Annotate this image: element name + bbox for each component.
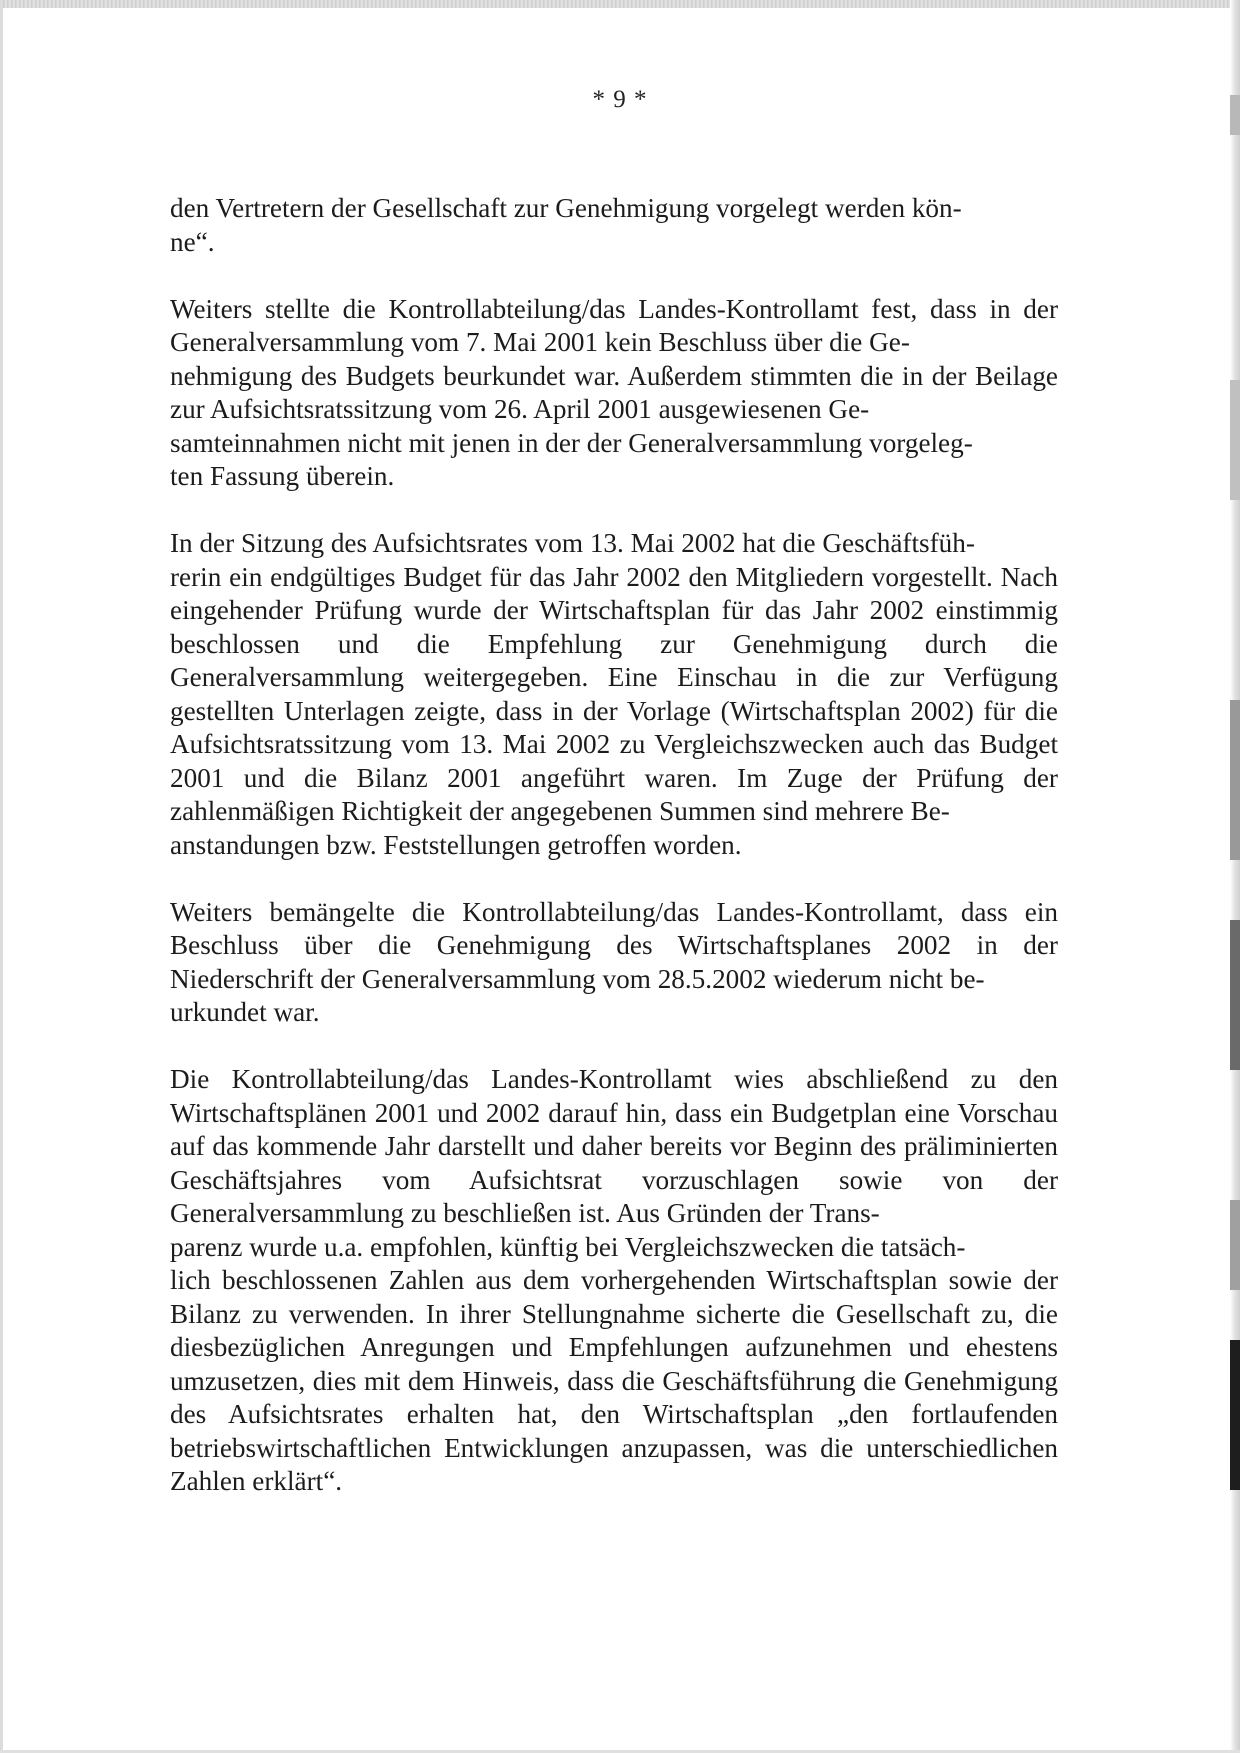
scan-artifact <box>1230 920 1240 1070</box>
scan-artifact <box>1230 700 1240 860</box>
scan-edge-right <box>1230 0 1240 1753</box>
scan-edge-top <box>0 0 1240 8</box>
scan-edge-left <box>0 0 3 1753</box>
page-number: * 9 * <box>592 86 648 113</box>
paragraph-continuation: den Vertretern der Gesellschaft zur Genehmigung vorgelegt werden kön- ne“. <box>170 193 962 257</box>
scan-artifact <box>1230 380 1240 500</box>
scan-artifact <box>1230 1340 1240 1490</box>
paragraph-generalversammlung-2001: Weiters stellte die Kontrollabteilung/das Landes-Kontrollamt fest, dass in der Generalversammlung vom 7. Mai 2001 kein Beschluss über die Ge- nehmigung des Budgets beurkundet war. Außerdem stimmten die in der Beilage zur Aufsichtsratssitzung vom 26. April 2001 ausgewiesenen Ge- samteinnahmen nicht mit jenen in der der Generalversammlung vorgeleg- ten Fassung überein. <box>170 293 1058 491</box>
paragraph-beschluss-2002: Weiters bemängelte die Kontrollabteilung/das Landes-Kontrollamt, dass ein Beschluss über die Genehmigung des Wirtschaftsplanes 2002 in der Niederschrift der Generalversammlung vom 28.5.2002 wiederum nicht be- urkundet war. <box>170 896 1058 1027</box>
scan-artifact <box>1230 1200 1240 1290</box>
document-body <box>170 192 1058 1532</box>
paragraph-aufsichtsrat-2002: In der Sitzung des Aufsichtsrates vom 13. Mai 2002 hat die Geschäftsfüh- rerin ein endgültiges Budget für das Jahr 2002 den Mitgliedern vorgestellt. Nach eingehender Prüfung wurde der Wirtschaftsplan für das Jahr 2002 einstimmig beschlossen und die Empfehlung zur Genehmigung durch die Generalversammlung weitergegeben. Eine Einschau in die zur Verfügung gestellten Unterlagen zeigte, dass in der Vorlage (Wirtschaftsplan 2002) für die Aufsichtsratssitzung vom 13. Mai 2002 zu Vergleichszwecken auch das Budget 2001 und die Bilanz 2001 angeführt waren. Im Zuge der Prüfung der zahlenmäßigen Richtigkeit der angegebenen Summen sind mehrere Be- anstandungen bzw. Feststellungen getroffen worden. <box>170 528 1058 860</box>
paragraph-empfehlung: Die Kontrollabteilung/das Landes-Kontrollamt wies abschließend zu den Wirtschaftsplänen 2001 und 2002 darauf hin, dass ein Budgetplan eine Vorschau auf das kommende Jahr darstellt und daher bereits vor Beginn des präliminierten Geschäftsjahres vom Aufsichtsrat vorzuschlagen sowie von der Generalversammlung zu beschließen ist. Aus Gründen der Trans- parenz wurde u.a. empfohlen, künftig bei Vergleichszwecken die tatsäch- lich beschlossenen Zahlen aus dem vorhergehenden Wirtschaftsplan sowie der Bilanz zu verwenden. In ihrer Stellungnahme sicherte die Gesellschaft zu, die diesbezüglichen Anregungen und Empfehlungen aufzunehmen und ehestens umzusetzen, dies mit dem Hinweis, dass die Geschäftsführung die Genehmigung des Aufsichtsrates erhalten hat, den Wirtschaftsplan „den fortlaufenden betriebswirtschaftlichen Entwicklungen anzupassen, was die unterschiedlichen Zahlen erklärt“. <box>170 1064 1058 1496</box>
